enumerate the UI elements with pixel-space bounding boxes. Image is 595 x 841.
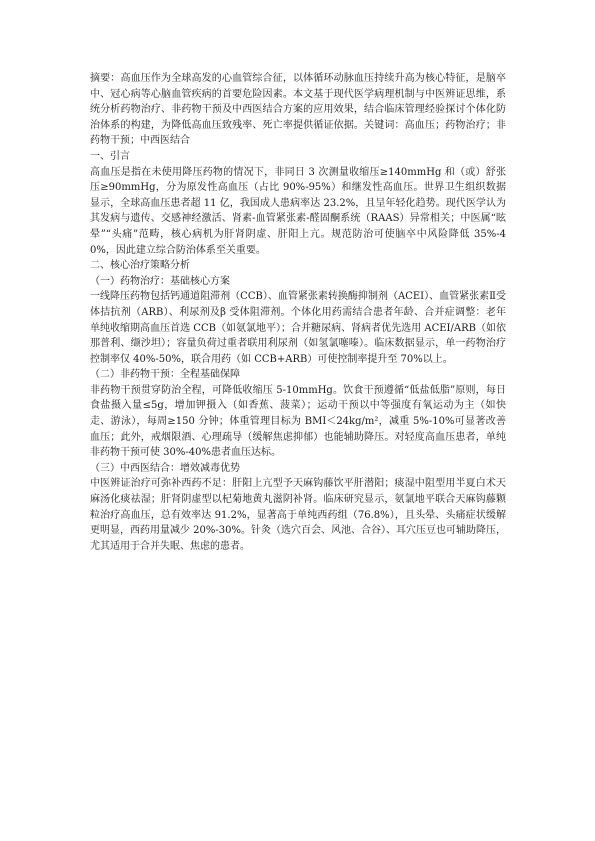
- non-drug-intervention-paragraph: 非药物干预贯穿防治全程，可降低收缩压 5-10mmHg。饮食干预遵循“低盐低脂”原则，每日食盐摄入量≤5g，增加钾摄入（如香蕉、菠菜）；运动干预以中等强度有氧运动为主（如快走、游泳），每周≥150 分钟；体重管理目标为 BMI＜24kg/m²，减重 5%-10%可显著改善血压；此外，戒烟限酒、心理疏导（缓解焦虑抑郁）也能辅助降压。对轻度高血压患者，单纯非药物干预可使 30%-40%患者血压达标。: [90, 384, 506, 459]
- introduction-paragraph: 高血压是指在未使用降压药物的情况下，非同日 3 次测量收缩压≥140mmHg 和（或）舒张压≥90mmHg，分为原发性高血压（占比 90%-95%）和继发性高血压。世界卫生组织数据显示，全球高血压患者超 11 亿，我国成人患病率达 23.2%，且呈年轻化趋势。现代医学认为其发病与遗传、交感神经激活、肾素-血管紧张素-醛固酮系统（RAAS）异常相关；中医属“眩晕”“头痛”范畴，核心病机为肝肾阴虚、肝阳上亢。规范防治可使脑卒中风险降低 35%-40%，因此建立综合防治体系至关重要。: [90, 166, 506, 256]
- integrated-medicine-paragraph: 中医辨证治疗可弥补西药不足：肝阳上亢型予天麻钩藤饮平肝潜阳；痰湿中阻型用半夏白术天麻汤化痰祛湿；肝肾阴虚型以杞菊地黄丸滋阴补肾。临床研究显示，氨氯地平联合天麻钩藤颗粒治疗高血压，总有效率达 91.2%，显著高于单纯西药组（76.8%），且头晕、头痛症状缓解更明显，西药用量减少 20%-30%。针灸（选穴百会、风池、合谷）、耳穴压豆也可辅助降压，尤其适用于合并失眠、焦虑的患者。: [90, 478, 507, 552]
- section-heading-treatment-strategy: 二、核心治疗策略分析: [90, 260, 190, 272]
- section-heading-introduction: 一、引言: [90, 150, 130, 162]
- subsection-heading-integrated-medicine: （三）中西医结合：增效减毒优势: [90, 462, 240, 474]
- abstract-paragraph: 摘要：高血压作为全球高发的心血管综合征，以体循环动脉血压持续升高为核心特征，是脑卒中、冠心病等心脑血管疾病的首要危险因素。本文基于现代医学病理机制与中医辨证思维，系统分析药物治疗、非药物干预及中西医结合方案的应用效果，结合临床管理经验探讨个体化防治体系的构建，为降低高血压致残率、死亡率提供循证依据。关键词：高血压；药物治疗；非药物干预；中西医结合: [90, 73, 506, 147]
- subsection-heading-non-drug-intervention: （二）非药物干预：全程基础保障: [90, 369, 240, 381]
- subsection-heading-drug-therapy: （一）药物治疗：基础核心方案: [90, 275, 230, 287]
- document-body: [90, 71, 506, 554]
- drug-therapy-paragraph: 一线降压药物包括钙通道阻滞剂（CCB）、血管紧张素转换酶抑制剂（ACEI）、血管紧张素Ⅱ受体拮抗剂（ARB）、利尿剂及β 受体阻滞剂。个体化用药需结合患者年龄、合并症调整：老年单纯收缩期高血压首选 CCB（如氨氯地平）；合并糖尿病、肾病者优先选用 ACEI/ARB（如依那普利、缬沙坦）；容量负荷过重者联用利尿剂（如氢氯噻嗪）。临床数据显示，单一药物治疗控制率仅 40%-50%，联合用药（如 CCB+ARB）可使控制率提升至 70%以上。: [90, 291, 506, 365]
